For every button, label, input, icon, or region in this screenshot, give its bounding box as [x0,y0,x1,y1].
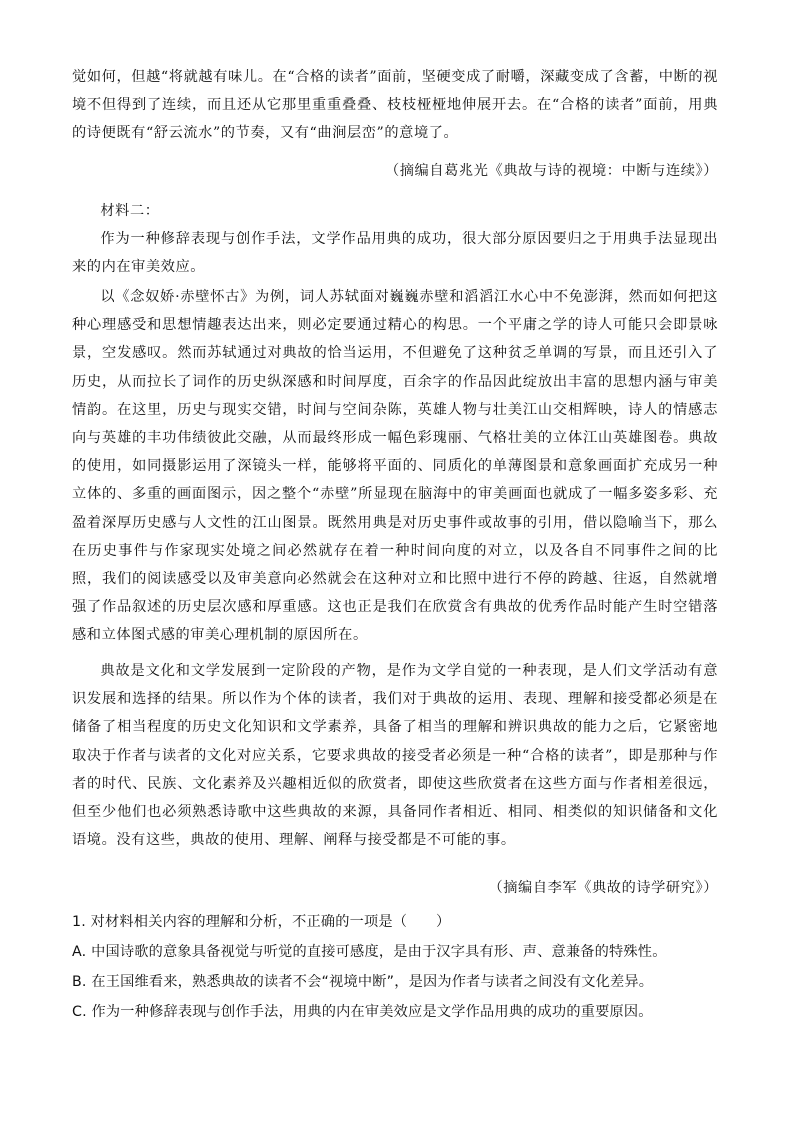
option-a: A. 中国诗歌的意象具备视觉与听觉的直接可感度，是由于汉字具有形、声、意兼备的特殊性。 [72,944,667,960]
paragraph-3: 典故是文化和文学发展到一定阶段的产物，是作为文学自觉的一种表现，是人们文学活动有意识发展和选择的结果。所以作为个体的读者，我们对于典故的运用、表现、理解和接受都必须是在储备了相当程度的历史文化知识和文学素养，具备了相当的理解和辨识典故的能力之后，它紧密地取决于作者与读者的文化对应关系，它要求典故的接受者必须是一种“合格的读者”，即是那种与作者的时代、民族、文化素养及兴趣相近似的欣赏者，即使这些欣赏者在这些方面与作者相差很远，但至少他们也必须熟悉诗歌中这些典故的来源，具备同作者相近、相同、相类似的知识储备和文化语境。没有这些，典故的使用、理解、阐释与接受都是不可能的事。 [72,663,718,849]
paragraph-1: 作为一种修辞表现与创作手法，文学作品用典的成功，很大部分原因要归之于用典手法显现出来的内在审美效应。 [72,231,718,276]
citation-li-jun: （摘编自李军《典故的诗学研究》） [488,880,718,896]
citation-ge-zhaoguang: （摘编自葛兆光《典故与诗的视境：中断与连续》） [384,163,718,179]
option-b: B. 在王国维看来，熟悉典故的读者不会“视境中断”，是因为作者与读者之间没有文化差异。 [72,974,654,990]
question-stem: 1. 对材料相关内容的理解和分析，不正确的一项是（ ） [72,914,451,930]
section-heading-material-two: 材料二： [100,203,160,219]
paragraph-2: 以《念奴娇·赤壁怀古》为例，词人苏轼面对巍巍赤壁和滔滔江水心中不免澎湃，然而如何把这种心理感受和思想情趣表达出来，则必定要通过精心的构思。一个平庸之学的诗人可能只会即景咏景，空发感叹。然而苏轼通过对典故的恰当运用，不但避免了这种贫乏单调的写景，而且还引入了历史，从而拉长了词作的历史纵深感和时间厚度，百余字的作品因此绽放出丰富的思想内涵与审美情韵。在这里，历史与现实交错，时间与空间杂陈，英雄人物与壮美江山交相辉映，诗人的情感志向与英雄的丰功伟绩彼此交融，从而最终形成一幅色彩瑰丽、气格壮美的立体江山英雄图卷。典故的使用，如同摄影运用了深镜头一样，能够将平面的、同质化的单薄图景和意象画面扩充成另一种立体的、多重的画面图示，因之整个“赤壁”所显现在脑海中的审美画面也就成了一幅多姿多彩、充盈着深厚历史感与人文性的江山图景。既然用典是对历史事件或故事的引用，借以隐喻当下，那么在历史事件与作家现实处境之间必然就存在着一种时间向度的对立，以及各自不同事件之间的比照，我们的阅读感受以及审美意向必然就会在这种对立和比照中进行不停的跨越、往返，自然就增强了作品叙述的历史层次感和厚重感。这也正是我们在欣赏含有典故的优秀作品时能产生时空错落感和立体图式感的审美心理机制的原因所在。 [72,289,718,644]
passage-continuation: 觉如何，但越“将就越有味儿。在“合格的读者”面前，坚硬变成了耐嚼，深藏变成了含蓄，中断的视境不但得到了连续，而且还从它那里重重叠叠、枝枝桠桠地伸展开去。在“合格的读者”面前，用典的诗便既有“舒云流水”的节奏，又有“曲涧层峦”的意境了。 [72,69,718,142]
option-c: C. 作为一种修辞表现与创作手法，用典的内在审美效应是文学作品用典的成功的重要原因。 [72,1004,653,1020]
